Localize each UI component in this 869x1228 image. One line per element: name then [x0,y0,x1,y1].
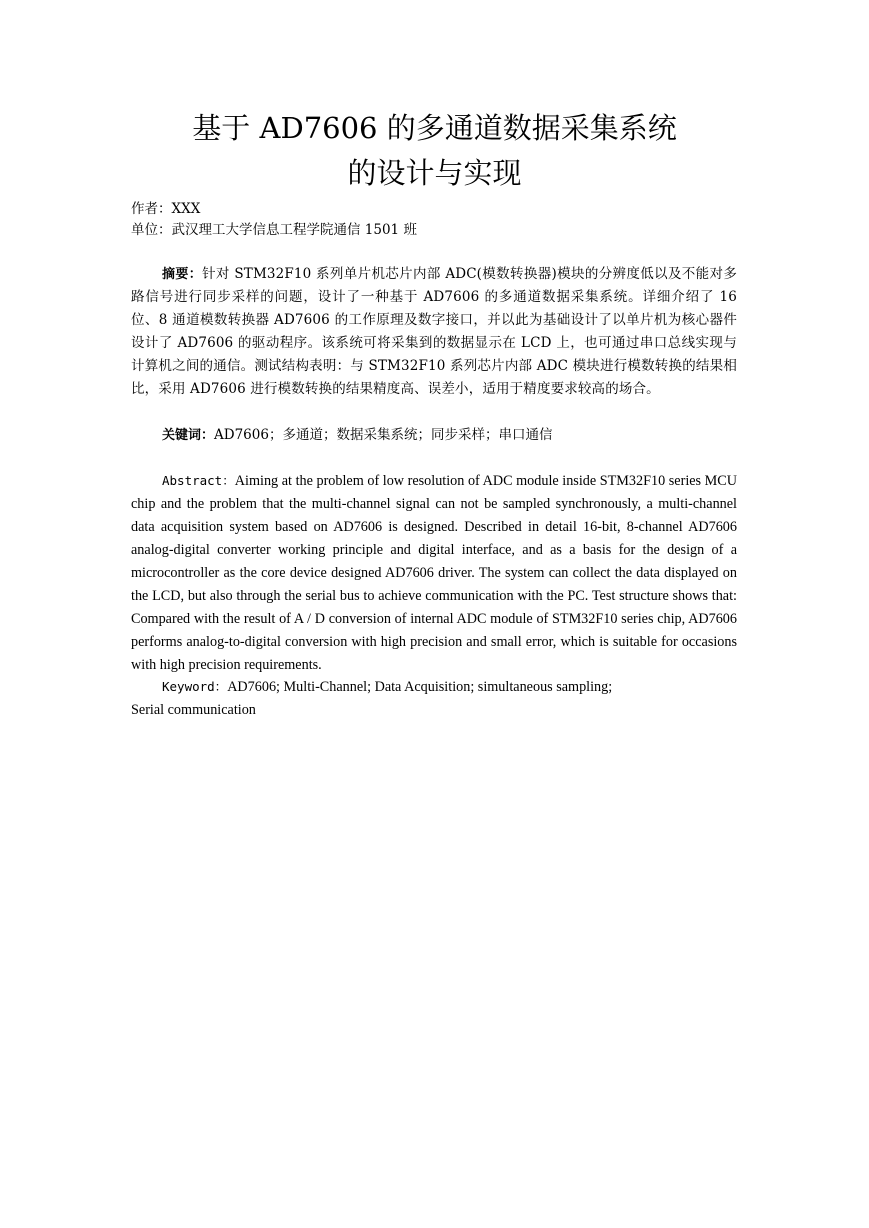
chinese-abstract-text: 针对 STM32F10 系列单片机芯片内部 ADC(模数转换器)模块的分辨度低以及不能对多路信号进行同步采样的问题，设计了一种基于 AD7606 的多通道数据采集系统。详细介绍了 16 位、8 通道模数转换器 AD7606 的工作原理及数字接口，并以此为基础设计了以单片机为核心器件设计了 AD7606 的驱动程序。该系统可将采集到的数据显示在 LCD 上，也可通过串口总线实现与计算机之间的通信。测试结构表明：与 STM32F10 系列芯片内部 ADC 模块进行模数转换的结果相比，采用 AD7606 进行模数转换的结果精度高、误差小，适用于精度要求较高的场合。 [131,266,738,397]
paper-title-line-2: 的设计与实现 [347,156,522,190]
affiliation-name: 武汉理工大学信息工程学院通信 1501 班 [171,222,417,238]
english-keywords-text-line-2: Serial communication [131,702,256,718]
english-keywords-label: Keyword： [162,679,228,694]
english-keywords [131,675,737,722]
chinese-keywords-label: 关键词： [162,428,215,443]
affiliation-label: 单位： [131,222,172,238]
author-label: 作者： [131,201,172,217]
english-abstract-text: Aiming at the problem of low resolution of ADC module inside STM32F10 series MCU chip and the problem that the multi-channel signal can not be sampled synchronously, a multi-channel data acquisition system based on AD7606 is designed. Described in detail 16-bit, 8-channel AD7606 analog-digital converter working principle and digital interface, and as a basis for the design of a microcontroller as the core device designed AD7606 driver. The system can collect the data displayed on the LCD, but also through the serial bus to achieve communication with the PC. Test structure shows that: Compared with the result of A / D conversion of internal ADC module of STM32F10 series chip, AD7606 performs analog-to-digital conversion with high precision and small error, which is suitable for occasions with high precision requirements. [131,473,737,673]
author-line [131,199,200,219]
chinese-keywords-text: AD7606；多通道；数据采集系统；同步采样；串口通信 [214,427,553,443]
author-name: XXX [171,201,201,217]
paper-title-line-1: 基于 AD7606 的多通道数据采集系统 [192,111,677,145]
english-keywords-text: AD7606; Multi-Channel; Data Acquisition; simultaneous sampling; [227,679,613,695]
english-abstract [131,469,737,677]
chinese-keywords [131,424,737,447]
chinese-abstract [131,263,737,401]
chinese-abstract-label: 摘要： [162,267,203,282]
english-abstract-label: Abstract： [162,473,235,488]
affiliation-line [131,220,417,240]
